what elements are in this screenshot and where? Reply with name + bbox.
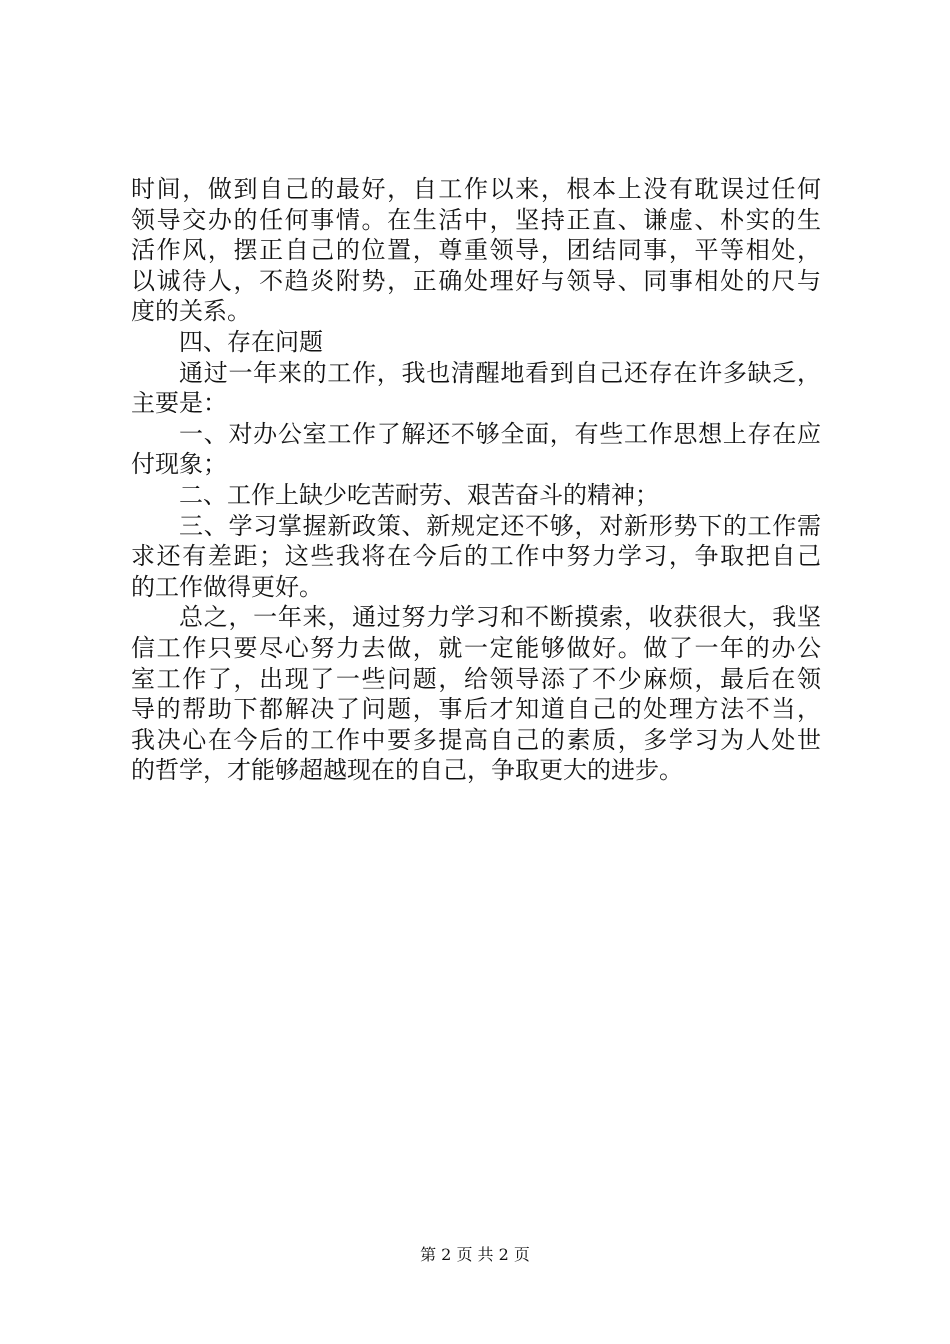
body-line: 室工作了，出现了一些问题，给领导添了不少麻烦，最后在领 — [131, 664, 821, 693]
body-line: 时间，做到自己的最好，自工作以来，根本上没有耽误过任何 — [131, 175, 821, 203]
body-line: 领导交办的任何事情。在生活中，坚持正直、谦虚、朴实的生 — [131, 205, 821, 234]
section-heading: 四、存在问题 — [179, 327, 323, 356]
list-item-line: 的工作做得更好。 — [131, 572, 323, 601]
body-line: 活作风，摆正自己的位置，尊重领导，团结同事，平等相处， — [131, 236, 821, 265]
body-line: 通过一年来的工作，我也清醒地看到自己还存在许多缺乏， — [179, 358, 821, 387]
body-line: 以诚待人，不趋炎附势，正确处理好与领导、同事相处的尺与 — [131, 266, 821, 295]
page-number-footer: 第 2 页 共 2 页 — [420, 1245, 530, 1264]
body-line: 导的帮助下都解决了问题，事后才知道自己的处理方法不当， — [131, 695, 821, 724]
list-item-line: 付现象； — [131, 450, 227, 479]
list-item-line: 二、工作上缺少吃苦耐劳、艰苦奋斗的精神； — [179, 480, 659, 509]
document-body — [131, 174, 821, 786]
body-line: 度的关系。 — [131, 297, 251, 326]
body-line: 我决心在今后的工作中要多提高自己的素质，多学习为人处世 — [131, 725, 821, 754]
body-line: 总之，一年来，通过努力学习和不断摸索，收获很大，我坚 — [179, 603, 821, 632]
body-line: 信工作只要尽心努力去做，就一定能够做好。做了一年的办公 — [131, 633, 821, 662]
body-line: 的哲学，才能够超越现在的自己，争取更大的进步。 — [131, 756, 683, 785]
list-item-line: 求还有差距；这些我将在今后的工作中努力学习，争取把自己 — [131, 542, 821, 571]
list-item-line: 一、对办公室工作了解还不够全面，有些工作思想上存在应 — [179, 419, 821, 448]
list-item-line: 三、学习掌握新政策、新规定还不够，对新形势下的工作需 — [179, 511, 821, 540]
body-line: 主要是： — [131, 389, 227, 418]
